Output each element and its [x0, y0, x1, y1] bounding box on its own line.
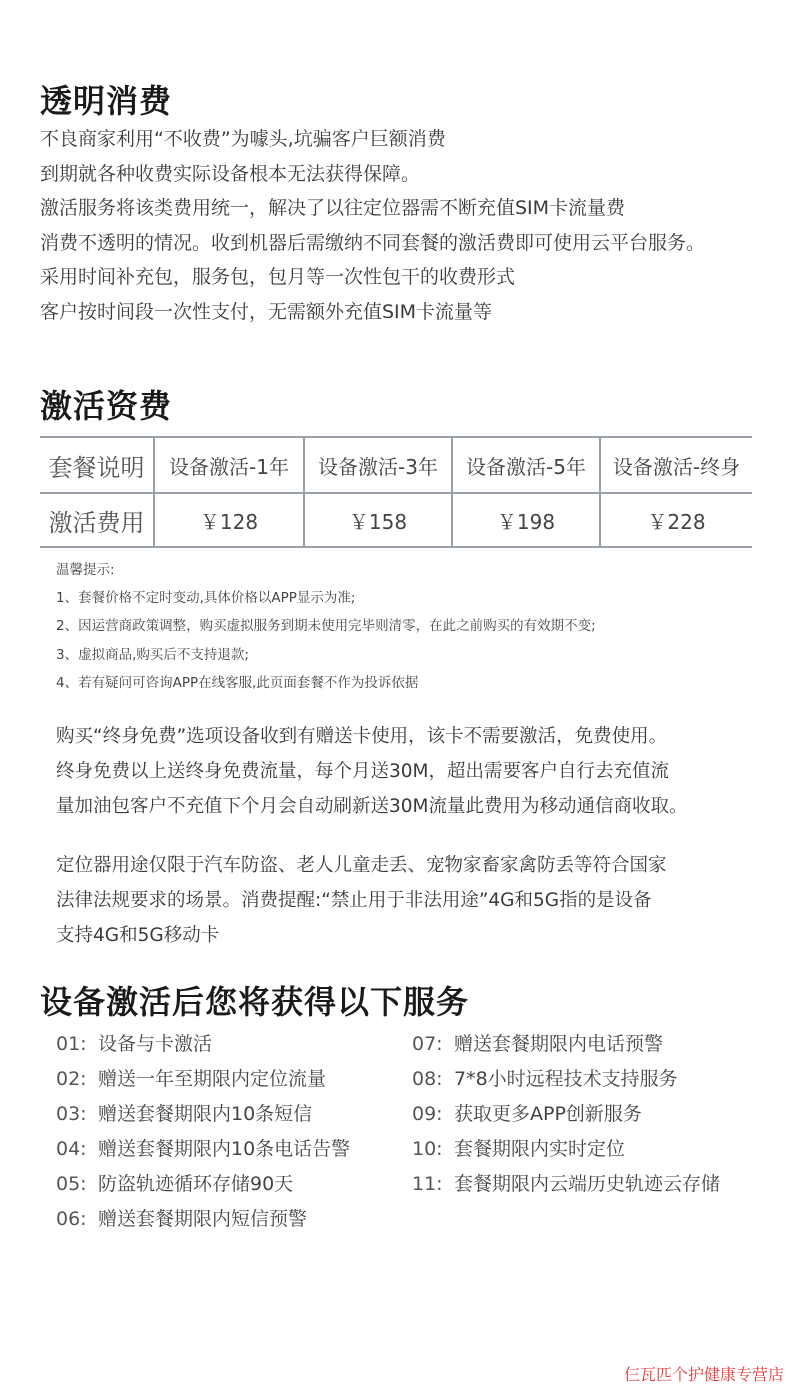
service-number: 10: — [412, 1138, 443, 1160]
service-number: 09: — [412, 1103, 443, 1125]
text-line: 定位器用途仅限于汽车防盗、老人儿童走丢、宠物家畜家禽防丢等符合国家 — [56, 855, 667, 876]
table-header-cell: 设备激活-5年 — [452, 437, 600, 493]
service-text: 赠送套餐期限内10条电话告警 — [98, 1138, 351, 1160]
text-line: 消费不透明的情况。收到机器后需缴纳不同套餐的激活费即可使用云平台服务。 — [40, 231, 706, 254]
list-item — [412, 1097, 720, 1132]
list-item — [56, 1027, 350, 1062]
service-number: 08: — [412, 1068, 443, 1090]
notice-item: 1、套餐价格不定时变动,具体价格以APP显示为准; — [56, 590, 356, 607]
service-text: 赠送套餐期限内10条短信 — [98, 1103, 313, 1125]
service-list-left — [56, 1027, 350, 1237]
list-item — [56, 1062, 350, 1097]
text-line: 到期就各种收费实际设备根本无法获得保障。 — [40, 162, 421, 185]
service-text: 7*8小时远程技术支持服务 — [454, 1068, 678, 1090]
section-title-fees: 激活资费 — [40, 387, 173, 425]
table-row-label: 激活费用 — [48, 508, 145, 537]
list-item — [56, 1097, 350, 1132]
text-line: 支持4G和5G移动卡 — [56, 925, 220, 946]
list-item — [412, 1027, 720, 1062]
table-header-row — [40, 437, 752, 493]
price-cell: ￥158 — [304, 493, 452, 547]
service-text: 套餐期限内实时定位 — [454, 1138, 626, 1160]
price-cell: ￥128 — [154, 493, 304, 547]
text-line: 采用时间补充包，服务包，包月等一次性包干的收费形式 — [40, 266, 516, 289]
table-header-cell: 套餐说明 — [40, 437, 154, 493]
service-number: 05: — [56, 1173, 87, 1195]
service-list-right — [412, 1027, 720, 1202]
service-text: 赠送一年至期限内定位流量 — [98, 1068, 327, 1090]
price-cell: ￥198 — [452, 493, 600, 547]
text-line: 终身免费以上送终身免费流量，每个月送30M，超出需要客户自行去充值流 — [56, 761, 670, 782]
service-text: 获取更多APP创新服务 — [454, 1103, 642, 1125]
notice-list — [56, 556, 596, 697]
lifetime-free-paragraph — [56, 719, 688, 824]
text-line: 购买“终身免费”选项设备收到有赠送卡使用，该卡不需要激活，免费使用。 — [56, 726, 668, 747]
list-item — [412, 1167, 720, 1202]
text-line: 法律法规要求的场景。消费提醒:“禁止用于非法用途”4G和5G指的是设备 — [56, 890, 652, 911]
price-table — [40, 436, 752, 548]
list-item — [56, 1132, 350, 1167]
service-number: 11: — [412, 1173, 443, 1195]
text-line: 量加油包客户不充值下个月会自动刷新送30M流量此费用为移动通信商收取。 — [56, 796, 688, 817]
section-title-services: 设备激活后您将获得以下服务 — [40, 983, 470, 1021]
service-number: 07: — [412, 1033, 443, 1055]
list-item — [412, 1132, 720, 1167]
price-cell: ￥228 — [600, 493, 752, 547]
usage-paragraph — [56, 848, 667, 953]
shop-watermark: 仨瓦匹个护健康专营店 — [623, 1365, 784, 1384]
intro-paragraph — [40, 122, 705, 330]
service-text: 套餐期限内云端历史轨迹云存储 — [454, 1173, 721, 1195]
list-item — [56, 1167, 350, 1202]
notice-item: 4、若有疑问可咨询APP在线客服,此页面套餐不作为投诉依据 — [56, 674, 419, 691]
service-number: 01: — [56, 1033, 87, 1055]
table-header-cell: 设备激活-1年 — [154, 437, 304, 493]
notice-item: 2、因运营商政策调整，购买虚拟服务到期未使用完毕则清零，在此之前购买的有效期不变; — [56, 618, 596, 635]
text-line: 激活服务将该类费用统一，解决了以往定位器需不断充值SIM卡流量费 — [40, 197, 626, 220]
service-number: 04: — [56, 1138, 87, 1160]
list-item — [56, 1202, 350, 1237]
service-text: 赠送套餐期限内短信预警 — [98, 1208, 308, 1230]
notice-heading: 温馨提示: — [56, 562, 115, 578]
list-item — [412, 1062, 720, 1097]
service-text: 设备与卡激活 — [98, 1033, 213, 1055]
table-row — [40, 493, 752, 547]
service-text: 防盗轨迹循环存储90天 — [98, 1173, 294, 1195]
table-header-cell: 设备激活-终身 — [600, 437, 752, 493]
text-line: 不良商家利用“不收费”为噱头,坑骗客户巨额消费 — [40, 128, 446, 150]
text-line: 客户按时间段一次性支付，无需额外充值SIM卡流量等 — [40, 300, 493, 323]
service-number: 02: — [56, 1068, 87, 1090]
notice-item: 3、虚拟商品,购买后不支持退款; — [56, 646, 249, 663]
service-text: 赠送套餐期限内电话预警 — [454, 1033, 664, 1055]
table-header-cell: 设备激活-3年 — [304, 437, 452, 493]
service-number: 03: — [56, 1103, 87, 1125]
section-title-transparent: 透明消费 — [40, 82, 173, 120]
service-number: 06: — [56, 1208, 87, 1230]
